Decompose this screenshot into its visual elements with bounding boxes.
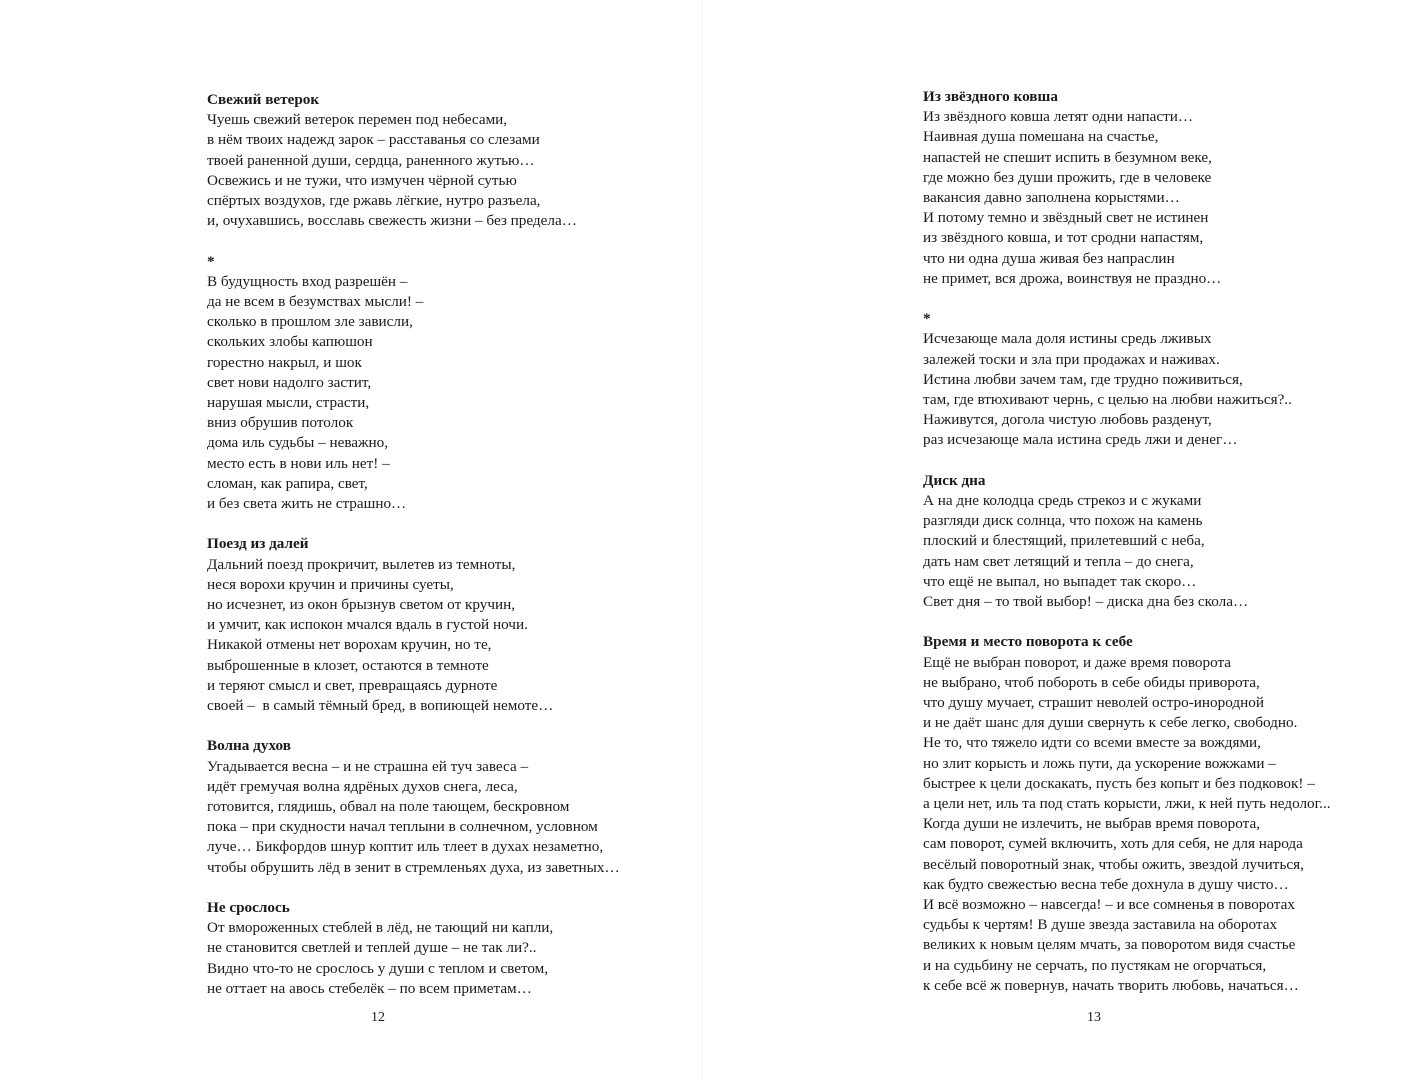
left-page <box>0 0 702 1080</box>
poem-line: вниз обрушив потолок <box>207 414 354 432</box>
poem-line: нарушая мысли, страсти, <box>207 394 370 412</box>
poem-line: Угадывается весна – и не страшна ей туч завеса – <box>207 757 529 775</box>
poem <box>923 632 1331 996</box>
poem-line: сколько в прошлом зле зависли, <box>207 313 413 331</box>
poem-line: неся ворохи кручин и причины суеты, <box>207 575 454 593</box>
poem-line: и теряют смысл и свет, превращаясь дурноте <box>207 676 498 694</box>
poem-line: и без света жить не страшно… <box>207 495 407 513</box>
poem-line: где можно без души прожить, где в человеке <box>923 168 1212 186</box>
poem-line: А на дне колодца средь стрекоз и с жуками <box>923 492 1202 510</box>
poem-line: не примет, вся дрожа, воинствуя не праздно… <box>923 269 1222 287</box>
poem-line: место есть в нови иль нет! – <box>207 454 390 472</box>
poem-line: Дальний поезд прокричит, вылетев из темноты, <box>207 555 516 573</box>
poem-line: что душу мучает, страшит неволей остро-инородной <box>923 694 1264 712</box>
poem-line: пока – при скудности начал теплыни в солнечном, условном <box>207 818 598 836</box>
poem-line: идёт гремучая волна ядрёных духов снега, леса, <box>207 777 518 795</box>
poem-line: дома иль судьбы – неважно, <box>207 434 389 452</box>
poem-line: своей – в самый тёмный бред, в вопиющей немоте… <box>207 697 554 715</box>
poem-line: и, очухавшись, восславь свежесть жизни – без предела… <box>207 212 577 230</box>
poem-line: весёлый поворотный знак, чтобы ожить, звездой лучиться, <box>923 855 1304 873</box>
poem-line: там, где втюхивают чернь, с целью на любви нажиться?.. <box>923 391 1292 409</box>
poem-line: Свет дня – то твой выбор! – диска дна без скола… <box>923 593 1249 611</box>
poem-line: Из звёздного ковша летят одни напасти… <box>923 108 1194 126</box>
poem-line: чтобы обрушить лёд в зенит в стремленьях духа, из заветных… <box>207 858 620 876</box>
poem-line: напастей не спешит испить в безумном веке, <box>923 148 1212 166</box>
poem-line: спёртых воздухов, где ржавь лёгкие, нутро разъела, <box>207 192 541 210</box>
poem-line: твоей раненной души, сердца, раненного жутью… <box>207 151 535 169</box>
poem-line: не выбрано, чтоб побороть в себе обиды приворота, <box>923 673 1260 691</box>
poem-line: горестно накрыл, и шок <box>207 353 362 371</box>
poem-line: да не всем в безумствах мысли! – <box>207 293 424 311</box>
poem-line: И потому темно и звёздный свет не истинен <box>923 209 1209 227</box>
poem-line: и не даёт шанс для души свернуть к себе легко, свободно. <box>923 714 1298 732</box>
left-page-text <box>207 90 620 999</box>
poem-line: что ни одна душа живая без напраслин <box>923 249 1175 267</box>
poem-line: скольких злобы капюшон <box>207 333 373 351</box>
poem-title: Из звёздного ковша <box>923 88 1058 105</box>
poem-line: вакансия давно заполнена корыстями… <box>923 189 1180 207</box>
poem-line: раз исчезающе мала истина средь лжи и денег… <box>923 431 1238 449</box>
right-page <box>703 0 1405 1080</box>
poem-line: судьбы к чертям! В душе звезда заставила на оборотах <box>923 916 1278 934</box>
poem-line: из звёздного ковша, и тот сродни напастям, <box>923 229 1204 247</box>
poem-line: не становится светлей и теплей душе – не так ли?.. <box>207 939 537 957</box>
poem-line: как будто свежестью весна тебе дохнула в душу чисто… <box>923 875 1289 893</box>
poem-line: не оттает на авось стебелёк – по всем приметам… <box>207 979 532 997</box>
page-number-left: 12 <box>371 1010 385 1025</box>
poem-line: сам поворот, сумей включить, хоть для себя, не для народа <box>923 835 1303 853</box>
poem-line: дать нам свет летящий и тепла – до снега, <box>923 552 1194 570</box>
poem-line: быстрее к цели доскакать, пусть без копыт и без подковок! – <box>923 774 1315 792</box>
poem-line: а цели нет, иль та под стать корысти, лжи, к ней путь недолог... <box>923 795 1331 813</box>
poem-line: Когда души не излечить, не выбрав время поворота, <box>923 815 1261 833</box>
poem-line: готовится, глядишь, обвал на поле тающем, бескровном <box>207 798 570 816</box>
poem-line: в нём твоих надежд зарок – расставанья со слезами <box>207 131 540 149</box>
poem-line: Чуешь свежий ветерок перемен под небесами, <box>207 111 508 129</box>
poem-line: Наивная душа помешана на счастье, <box>923 128 1159 146</box>
poem-title: Время и место поворота к себе <box>923 633 1133 651</box>
poem-line: залежей тоски и зла при продажах и наживах. <box>923 350 1220 368</box>
poem-title: * <box>923 310 931 328</box>
poem-line: к себе всё ж повернув, начать творить любовь, начаться… <box>923 976 1299 994</box>
poem-line: плоский и блестящий, прилетевший с неба, <box>923 532 1205 550</box>
poem-line: Никакой отмены нет ворохам кручин, но те, <box>207 636 492 654</box>
poem-title: Свежий ветерок <box>207 91 320 108</box>
poem-line: И всё возможно – навсегда! – и все сомненья в поворотах <box>923 896 1295 914</box>
right-page-text <box>923 87 1331 996</box>
poem-line: Ещё не выбран поворот, и даже время поворота <box>923 653 1232 671</box>
poem-line: луче… Бикфордов шнур коптит иль тлеет в духах незаметно, <box>207 838 604 856</box>
poem <box>923 471 1331 612</box>
poem-line: Не то, что тяжело идти со всеми вместе за вождями, <box>923 734 1261 752</box>
poem-line: выброшенные в клозет, остаются в темноте <box>207 656 489 674</box>
poem-title: Не срослось <box>207 899 290 917</box>
poem-line: но исчезнет, из окон брызнув светом от кручин, <box>207 596 516 614</box>
poem-line: От вмороженных стеблей в лёд, не тающий ни капли, <box>207 919 554 937</box>
poem <box>923 309 1331 450</box>
poem-line: Освежись и не тужи, что измучен чёрной сутью <box>207 171 517 189</box>
poem-title: Поезд из далей <box>207 535 309 553</box>
poem-line: Видно что-то не срослось у души с теплом и светом, <box>207 959 549 977</box>
poem-line: разгляди диск солнца, что похож на камень <box>923 512 1203 530</box>
page-number-right: 13 <box>1087 1010 1101 1025</box>
poem-line: сломан, как рапира, свет, <box>207 474 368 492</box>
poem <box>207 534 620 716</box>
poem-line: Исчезающе мала доля истины средь лживых <box>923 330 1212 348</box>
poem <box>207 90 620 231</box>
poem-line: Наживутся, догола чистую любовь разденут, <box>923 411 1212 429</box>
poem-line: Истина любви зачем там, где трудно поживиться, <box>923 370 1243 388</box>
poem-line: великих к новым целям мчать, за поворотом видя счастье <box>923 936 1296 954</box>
poem <box>207 898 620 999</box>
poem-line: что ещё не выпал, но выпадет так скоро… <box>923 572 1197 590</box>
poem-line: свет нови надолго застит, <box>207 373 372 391</box>
poem-title: * <box>207 252 215 270</box>
poem-title: Диск дна <box>923 471 986 489</box>
poem <box>207 252 620 515</box>
poem <box>923 87 1331 289</box>
poem-line: и на судьбину не серчать, по пустякам не огорчаться, <box>923 956 1267 974</box>
poem-line: но злит корысть и ложь пути, да ускорение вожжами – <box>923 754 1276 772</box>
poem <box>207 736 620 877</box>
poem-title: Волна духов <box>207 737 291 755</box>
poem-line: и умчит, как испокон мчался вдаль в густой ночи. <box>207 616 528 634</box>
poem-line: В будущность вход разрешён – <box>207 272 408 290</box>
